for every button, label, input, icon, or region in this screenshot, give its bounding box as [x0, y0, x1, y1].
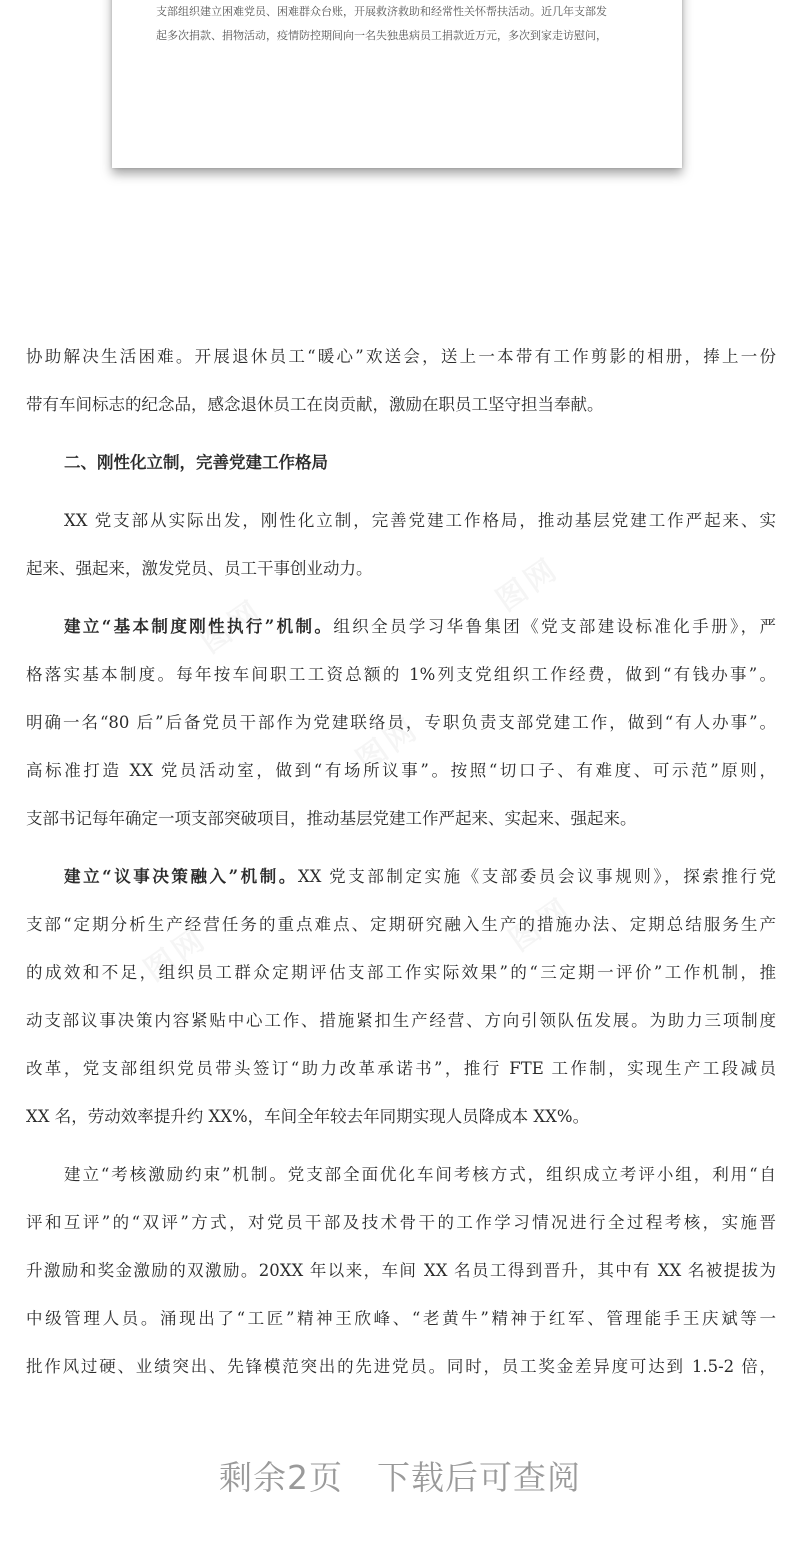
preview-line: 支部组织建立困难党员、困难群众台账，开展救济救助和经常性关怀帮扶活动。近几年支部发: [156, 5, 607, 18]
paragraph-line: 中级管理人员。涌现出了“工匠”精神王欣峰、“老黄牛”精神于红军、管理能手王庆斌等一: [26, 1309, 776, 1328]
paragraph-line: 格落实基本制度。每年按车间职工工资总额的 1%列支党组织工作经费，做到“有钱办事”。: [26, 665, 776, 684]
paragraph-line: [26, 611, 776, 659]
paragraph-line: 评和互评”的“双评”方式，对党员干部及技术骨干的工作学习情况进行全过程考核，实施晋: [26, 1213, 776, 1232]
mechanism-title: 建立“议事决策融入”机制。: [64, 867, 298, 886]
download-prompt[interactable]: [0, 1452, 800, 1499]
previous-page-preview: [112, 0, 682, 168]
paragraph-line: 改革，党支部组织党员带头签订“助力改革承诺书”，推行 FTE 工作制，实现生产工段减员: [26, 1059, 776, 1078]
paragraph-line: 带有车间标志的纪念品，感念退休员工在岗贡献，激励在职员工坚守担当奉献。: [26, 395, 604, 414]
paragraph-text: XX 党支部制定实施《支部委员会议事规则》，探索推行党: [297, 867, 776, 886]
paragraph-line: 支部“定期分析生产经营任务的重点难点、定期研究融入生产的措施办法、定期总结服务生产: [26, 915, 776, 934]
paragraph-line: 协助解决生活困难。开展退休员工“暖心”欢送会，送上一本带有工作剪影的相册，捧上一份: [26, 347, 776, 366]
paragraph-line: 起来、强起来，激发党员、员工干事创业动力。: [26, 559, 373, 578]
paragraph-line: [26, 861, 776, 909]
paragraph-line: 建立“考核激励约束”机制。党支部全面优化车间考核方式，组织成立考评小组，利用“自: [64, 1165, 776, 1184]
paragraph-line: 批作风过硬、业绩突出、先锋模范突出的先进党员。同时，员工奖金差异度可达到 1.5-2 倍，: [26, 1357, 776, 1376]
paragraph-text: 组织全员学习华鲁集团《党支部建设标准化手册》，严: [333, 617, 776, 636]
download-to-view-label: 下载后可查阅: [377, 1458, 581, 1497]
preview-line: 起多次捐款、捐物活动，疫情防控期间向一名失独患病员工捐款近万元，多次到家走访慰问，: [156, 29, 607, 42]
paragraph-line: XX 名，劳动效率提升约 XX%，车间全年较去年同期实现人员降成本 XX%。: [26, 1107, 590, 1126]
paragraph-line: 明确一名“80 后”后备党员干部作为党建联络员，专职负责支部党建工作，做到“有人办事”。: [26, 713, 776, 732]
mechanism-title: 建立“基本制度刚性执行”机制。: [64, 617, 334, 636]
paragraph-line: XX 党支部从实际出发，刚性化立制，完善党建工作格局，推动基层党建工作严起来、实: [64, 511, 776, 530]
paragraph-line: 的成效和不足，组织员工群众定期评估支部工作实际效果”的“三定期一评价”工作机制，推: [26, 963, 776, 982]
paragraph-line: 支部书记每年确定一项支部突破项目，推动基层党建工作严起来、实起来、强起来。: [26, 809, 637, 828]
document-body: [26, 341, 776, 1399]
section-heading: 二、刚性化立制，完善党建工作格局: [64, 453, 328, 472]
paragraph-line: 高标准打造 XX 党员活动室，做到“有场所议事”。按照“切口子、有难度、可示范”原则，: [26, 761, 776, 780]
remaining-pages-label: 剩余2页: [219, 1458, 343, 1497]
paragraph-line: 升激励和奖金激励的双激励。20XX 年以来，车间 XX 名员工得到晋升，其中有 XX 名被提拔为: [26, 1261, 776, 1280]
paragraph-line: 动支部议事决策内容紧贴中心工作、措施紧扣生产经营、方向引领队伍发展。为助力三项制度: [26, 1011, 776, 1030]
